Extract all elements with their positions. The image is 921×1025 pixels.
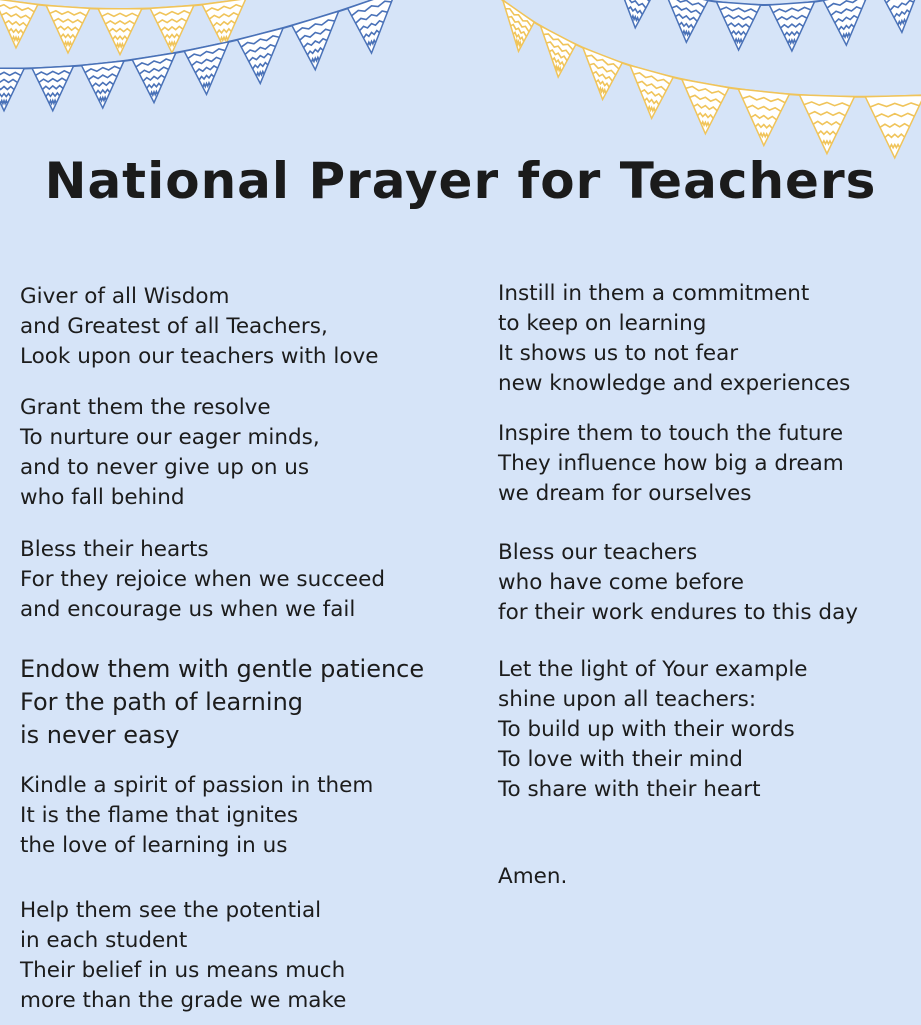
blue-bunting-left-flag	[184, 42, 229, 95]
stanza-line: is never easy	[20, 721, 180, 749]
blue-bunting-left-flag	[32, 66, 73, 111]
stanza-line: It shows us to not fear	[498, 341, 739, 366]
yellow-bunting-left-flag	[0, 0, 38, 48]
stanza-line: the love of learning in us	[20, 833, 288, 858]
stanza-line: new knowledge and experiences	[498, 371, 851, 396]
stanza-line: who have come before	[498, 570, 744, 595]
page-title: National Prayer for Teachers	[44, 152, 877, 210]
stanza-line: in each student	[20, 928, 188, 953]
yellow-bunting-left-flag	[98, 9, 142, 55]
stanza-line: Grant them the resolve	[20, 395, 271, 420]
blue-bunting-right-flag	[716, 2, 760, 50]
stanza-right-2	[498, 419, 844, 509]
yellow-bunting-right-flag	[630, 65, 673, 118]
blue-bunting-left-flag	[82, 61, 125, 108]
stanza-line: To share with their heart	[498, 777, 761, 802]
stanza-right-4	[498, 655, 808, 805]
yellow-bunting-right-flag	[799, 95, 854, 154]
blue-bunting-right-flag	[665, 0, 708, 42]
stanza-line: for their work endures to this day	[498, 600, 858, 625]
bunting-decoration	[0, 0, 921, 160]
stanza-line: It is the flame that ignites	[20, 803, 299, 828]
stanza-left-1	[20, 282, 378, 372]
stanza-line: and to never give up on us	[20, 455, 310, 480]
stanza-line: For the path of learning	[20, 688, 304, 716]
stanza-line: Endow them with gentle patience	[20, 655, 425, 683]
stanza-line: we dream for ourselves	[498, 481, 752, 506]
blue-bunting-left-flag	[348, 0, 396, 53]
stanza-line: Inspire them to touch the future	[498, 421, 844, 446]
yellow-bunting-left-flag	[46, 5, 90, 52]
stanza-line: Their belief in us means much	[20, 958, 346, 983]
stanza-line: Let the light of Your example	[498, 657, 808, 682]
blue-bunting-left-flag	[292, 11, 339, 69]
yellow-bunting-right-flag	[738, 89, 789, 145]
stanza-right-1	[498, 279, 850, 399]
stanza-right-5	[498, 862, 567, 892]
stanza-left-5	[20, 771, 373, 861]
stanza-line: and encourage us when we fail	[20, 597, 356, 622]
stanza-left-3	[20, 535, 385, 625]
blue-bunting-left-flag	[0, 68, 24, 111]
blue-bunting-right-flag	[878, 0, 921, 32]
stanza-line: more than the grade we make	[20, 988, 347, 1013]
stanza-line: To nurture our eager minds,	[20, 425, 320, 450]
yellow-bunting-left-flag	[150, 5, 194, 52]
stanza-line: and Greatest of all Teachers,	[20, 314, 328, 339]
stanza-line: To love with their mind	[498, 747, 743, 772]
stanza-line: Giver of all Wisdom	[20, 284, 230, 309]
stanza-line: to keep on learning	[498, 311, 707, 336]
yellow-bunting-right-flag	[682, 79, 729, 134]
yellow-bunting-right-flag	[503, 0, 534, 51]
stanza-line: To build up with their words	[498, 717, 795, 742]
stanza-line: For they rejoice when we succeed	[20, 567, 385, 592]
stanza-line: Look upon our teachers with love	[20, 344, 379, 369]
stanza-line: Kindle a spirit of passion in them	[20, 773, 374, 798]
stanza-left-6	[20, 896, 346, 1016]
stanza-left-4	[20, 653, 424, 752]
stanza-line: Instill in them a commitment	[498, 281, 810, 306]
blue-bunting-right-flag	[823, 0, 869, 45]
stanza-line: Bless our teachers	[498, 540, 698, 565]
blue-bunting-right-string	[610, 0, 921, 5]
yellow-bunting-right-flag	[541, 26, 576, 77]
yellow-bunting-right-flag	[583, 48, 622, 100]
stanza-line: Help them see the potential	[20, 898, 322, 923]
stanza-left-2	[20, 393, 320, 513]
stanza-line: who fall behind	[20, 485, 185, 510]
blue-bunting-left-flag	[237, 28, 283, 83]
stanza-line: shine upon all teachers:	[498, 687, 757, 712]
blue-bunting-left-flag	[132, 53, 176, 103]
blue-bunting-right-flag	[614, 0, 656, 28]
blue-bunting-right-flag	[769, 2, 814, 51]
stanza-line: Bless their hearts	[20, 537, 209, 562]
yellow-bunting-right-flag	[865, 95, 921, 158]
stanza-right-3	[498, 538, 858, 628]
stanza-line: They influence how big a dream	[498, 451, 844, 476]
amen-text: Amen.	[498, 864, 568, 889]
